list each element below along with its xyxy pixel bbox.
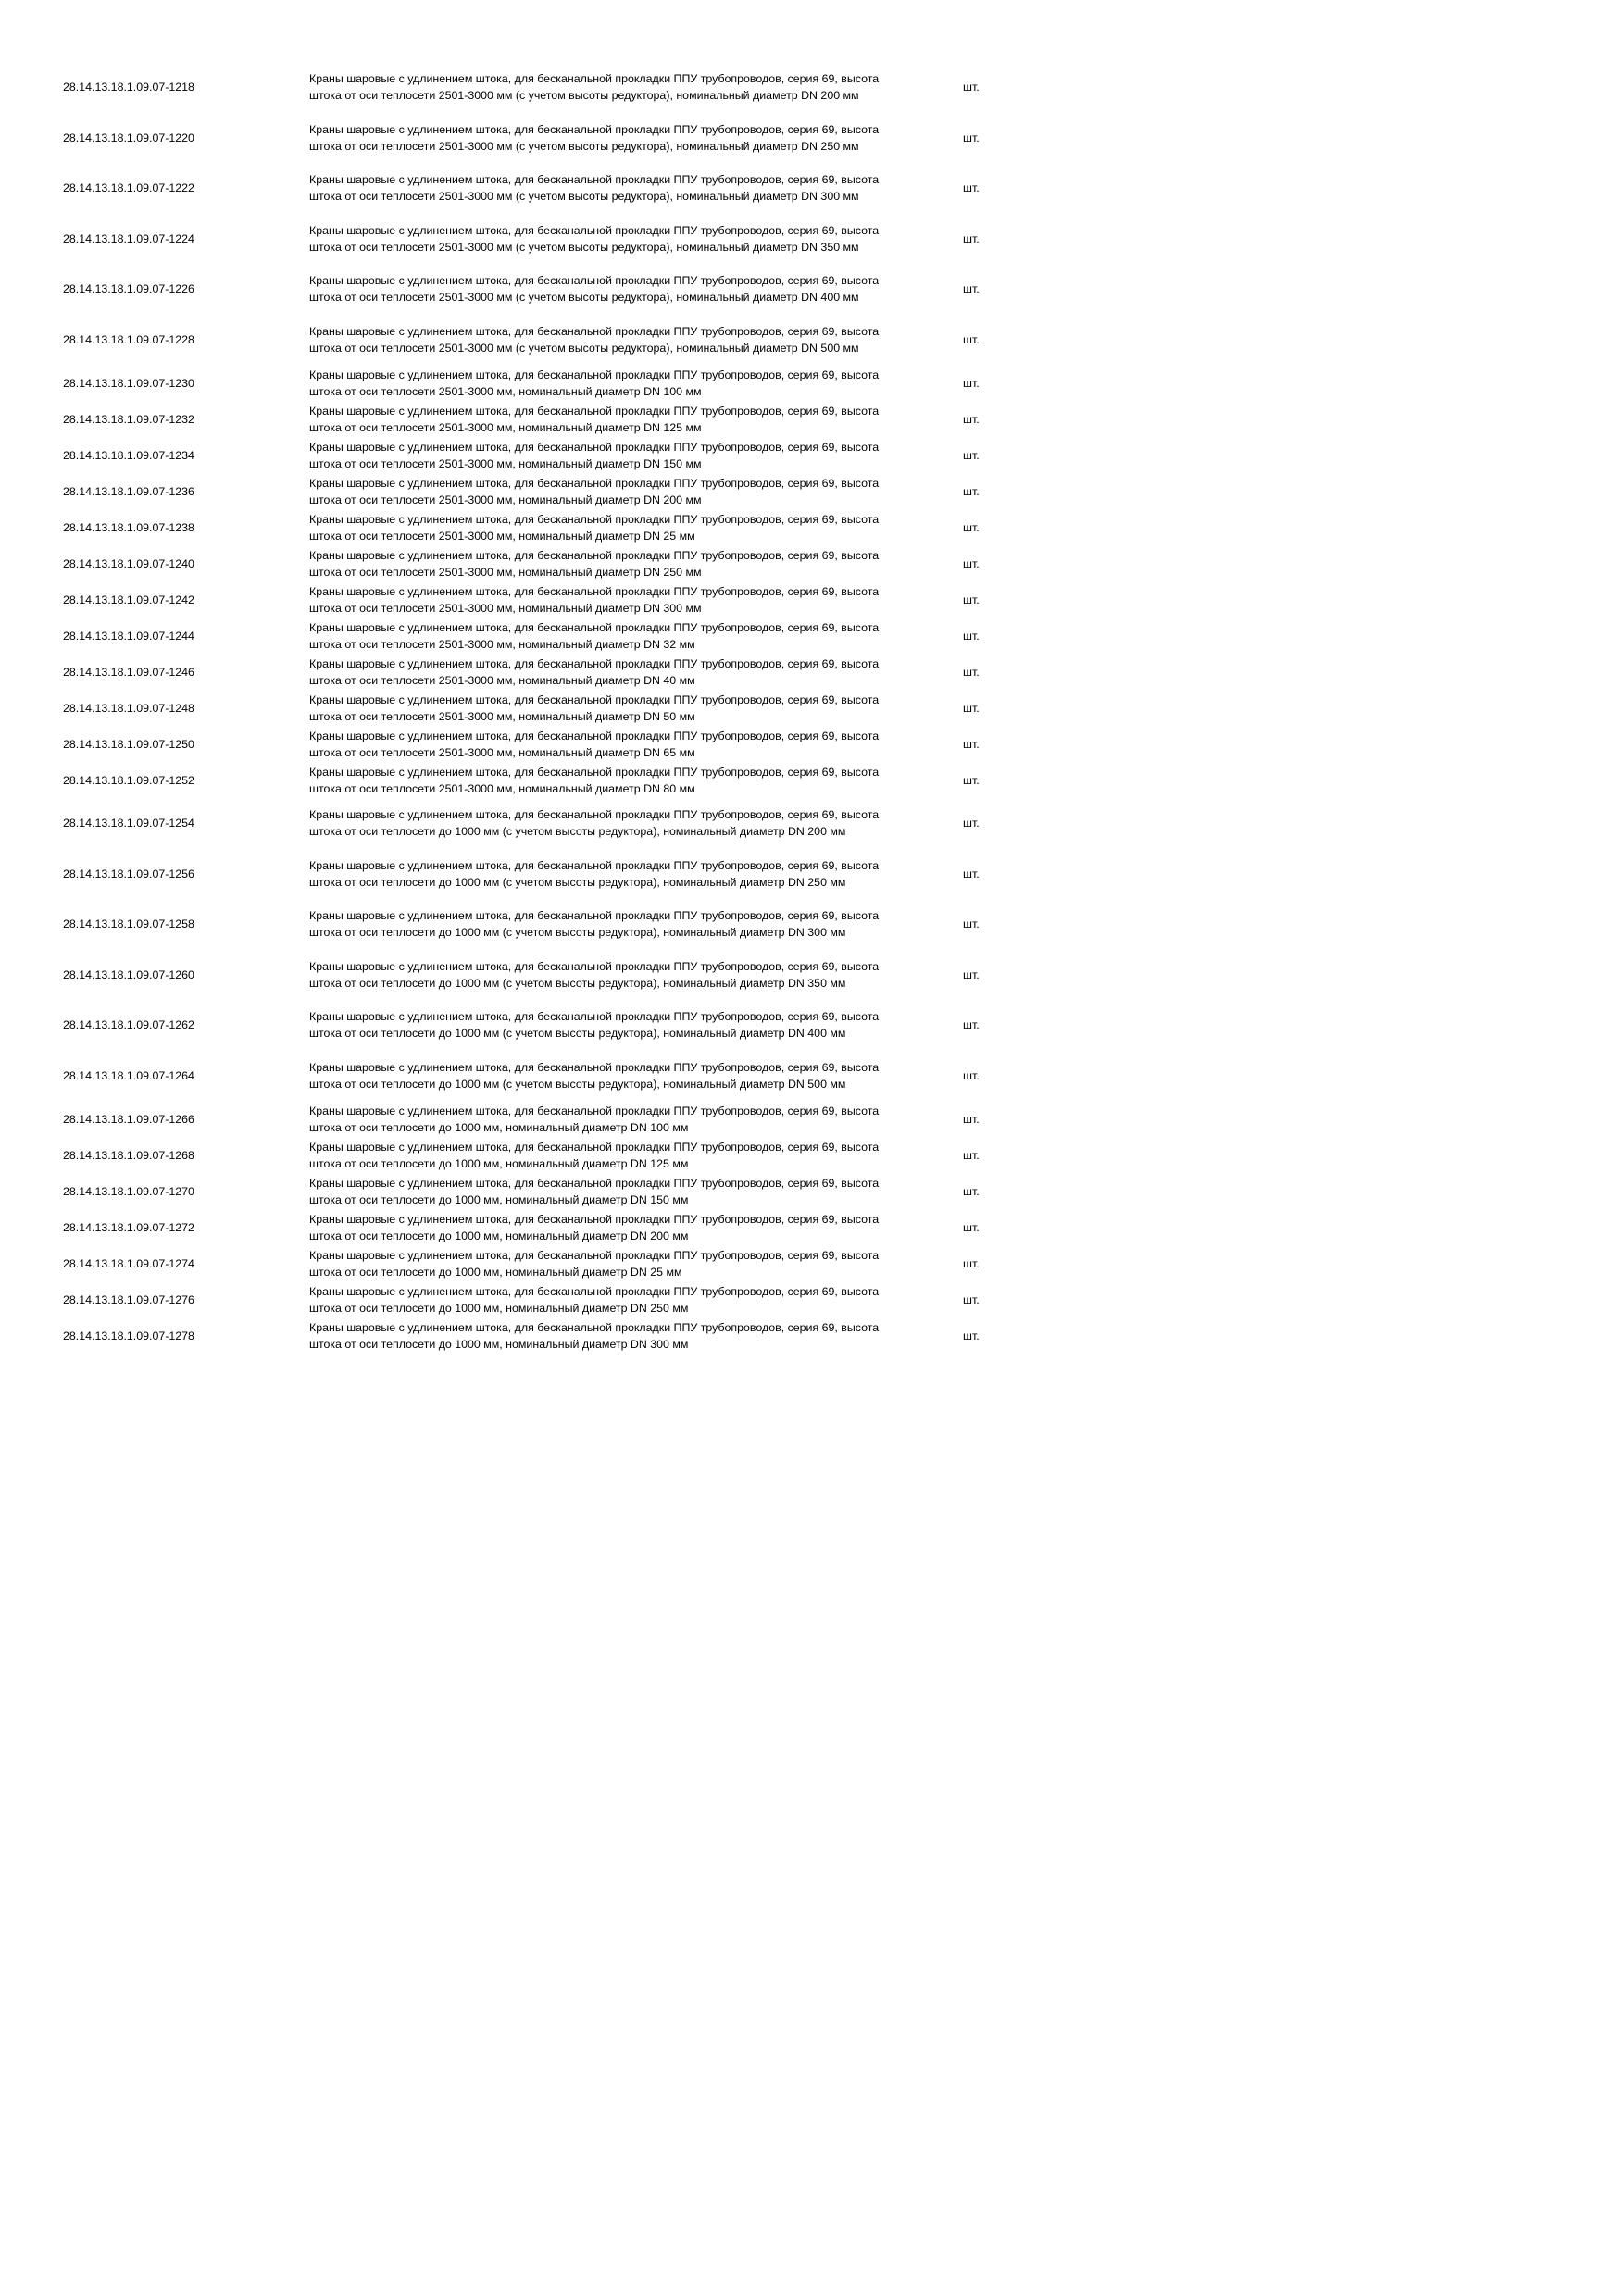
row-code: 28.14.13.18.1.09.07-1258 [63,917,194,931]
row-unit: шт. [963,1292,980,1306]
row-description: Краны шаровые с удлинением штока, для бесканальной прокладки ППУ трубопроводов, серия 69, высота штока от оси теплосети 2501-3000 мм, номинальный диаметр DN 25 мм [309,512,880,543]
row-description: Краны шаровые с удлинением штока, для бесканальной прокладки ППУ трубопроводов, серия 69, высота штока от оси теплосети 2501-3000 мм, номинальный диаметр DN 32 мм [309,620,880,651]
row-description: Краны шаровые с удлинением штока, для бесканальной прокладки ППУ трубопроводов, серия 69, высота штока от оси теплосети 2501-3000 мм, номинальный диаметр DN 40 мм [309,656,880,687]
row-code: 28.14.13.18.1.09.07-1222 [63,181,194,195]
row-description: Краны шаровые с удлинением штока, для бесканальной прокладки ППУ трубопроводов, серия 69, высота штока от оси теплосети до 1000 мм, номинальный диаметр DN 25 мм [309,1248,880,1279]
row-code: 28.14.13.18.1.09.07-1250 [63,737,194,751]
row-code: 28.14.13.18.1.09.07-1262 [63,1018,194,1032]
row-unit: шт. [963,332,980,346]
row-unit: шт. [963,1329,980,1342]
row-unit: шт. [963,629,980,643]
row-unit: шт. [963,1068,980,1082]
row-unit: шт. [963,867,980,880]
table-row [0,437,1019,473]
table-row [0,1101,1019,1137]
row-description: Краны шаровые с удлинением штока, для бесканальной прокладки ППУ трубопроводов, серия 69, высота штока от оси теплосети 2501-3000 мм (с учетом высоты редуктора), номинальный диаметр DN 400 мм [309,274,880,305]
row-unit: шт. [963,520,980,534]
table-row [0,899,1019,950]
row-code: 28.14.13.18.1.09.07-1236 [63,484,194,498]
table-row [0,401,1019,437]
table-row [0,726,1019,762]
row-description: Краны шаровые с удлинением штока, для бесканальной прокладки ППУ трубопроводов, серия 69, высота штока от оси теплосети 2501-3000 мм (с учетом высоты редуктора), номинальный диаметр DN 300 мм [309,173,880,204]
row-description: Краны шаровые с удлинением штока, для бесканальной прокладки ППУ трубопроводов, серия 69, высота штока от оси теплосети 2501-3000 мм, номинальный диаметр DN 250 мм [309,548,880,579]
table-row [0,264,1019,315]
table-row [0,1209,1019,1245]
row-description: Краны шаровые с удлинением штока, для бесканальной прокладки ППУ трубопроводов, серия 69, высота штока от оси теплосети до 1000 мм (с учетом высоты редуктора), номинальный диаметр DN 300 мм [309,909,880,940]
table-row [0,618,1019,654]
row-description: Краны шаровые с удлинением штока, для бесканальной прокладки ППУ трубопроводов, серия 69, высота штока от оси теплосети до 1000 мм (с учетом высоты редуктора), номинальный диаметр DN 350 мм [309,959,880,990]
row-description: Краны шаровые с удлинением штока, для бесканальной прокладки ППУ трубопроводов, серия 69, высота штока от оси теплосети до 1000 мм (с учетом высоты редуктора), номинальный диаметр DN 250 мм [309,858,880,889]
row-unit: шт. [963,1148,980,1162]
row-description: Краны шаровые с удлинением штока, для бесканальной прокладки ППУ трубопроводов, серия 69, высота штока от оси теплосети 2501-3000 мм (с учетом высоты редуктора), номинальный диаметр DN 250 мм [309,122,880,153]
row-unit: шт. [963,817,980,830]
row-unit: шт. [963,231,980,245]
row-description: Краны шаровые с удлинением штока, для бесканальной прокладки ППУ трубопроводов, серия 69, высота штока от оси теплосети до 1000 мм, номинальный диаметр DN 300 мм [309,1320,880,1351]
row-description: Краны шаровые с удлинением штока, для бесканальной прокладки ППУ трубопроводов, серия 69, высота штока от оси теплосети 2501-3000 мм, номинальный диаметр DN 80 мм [309,765,880,795]
row-unit: шт. [963,131,980,144]
row-unit: шт. [963,484,980,498]
table-row [0,545,1019,581]
row-unit: шт. [963,967,980,981]
table-row [0,762,1019,798]
table-row [0,1317,1019,1354]
row-code: 28.14.13.18.1.09.07-1242 [63,593,194,606]
table-row [0,690,1019,726]
row-description: Краны шаровые с удлинением штока, для бесканальной прокладки ППУ трубопроводов, серия 69, высота штока от оси теплосети до 1000 мм, номинальный диаметр DN 100 мм [309,1104,880,1134]
row-unit: шт. [963,701,980,715]
row-code: 28.14.13.18.1.09.07-1220 [63,131,194,144]
row-unit: шт. [963,917,980,931]
row-unit: шт. [963,1256,980,1270]
row-code: 28.14.13.18.1.09.07-1226 [63,282,194,296]
row-unit: шт. [963,737,980,751]
row-code: 28.14.13.18.1.09.07-1268 [63,1148,194,1162]
table-row [0,1245,1019,1281]
row-unit: шт. [963,1220,980,1234]
row-description: Краны шаровые с удлинением штока, для бесканальной прокладки ППУ трубопроводов, серия 69, высота штока от оси теплосети до 1000 мм, номинальный диаметр DN 125 мм [309,1140,880,1170]
table-row [0,1281,1019,1317]
row-code: 28.14.13.18.1.09.07-1218 [63,81,194,94]
row-code: 28.14.13.18.1.09.07-1256 [63,867,194,880]
table-row [0,214,1019,265]
table-row [0,113,1019,164]
row-code: 28.14.13.18.1.09.07-1278 [63,1329,194,1342]
table-row [0,1173,1019,1209]
row-description: Краны шаровые с удлинением штока, для бесканальной прокладки ППУ трубопроводов, серия 69, высота штока от оси теплосети до 1000 мм, номинальный диаметр DN 150 мм [309,1176,880,1206]
table-row [0,1000,1019,1051]
table-row [0,849,1019,900]
row-code: 28.14.13.18.1.09.07-1234 [63,448,194,462]
row-code: 28.14.13.18.1.09.07-1274 [63,1256,194,1270]
price-list-table [0,62,1019,1354]
row-unit: шт. [963,282,980,296]
row-description: Краны шаровые с удлинением штока, для бесканальной прокладки ППУ трубопроводов, серия 69, высота штока от оси теплосети 2501-3000 мм, номинальный диаметр DN 200 мм [309,476,880,506]
table-row [0,509,1019,545]
table-row [0,798,1019,849]
table-row [0,365,1019,401]
document-page [0,0,1019,1440]
table-row [0,950,1019,1001]
table-row [0,581,1019,618]
row-unit: шт. [963,412,980,426]
row-code: 28.14.13.18.1.09.07-1228 [63,332,194,346]
row-code: 28.14.13.18.1.09.07-1276 [63,1292,194,1306]
row-unit: шт. [963,1018,980,1032]
row-description: Краны шаровые с удлинением штока, для бесканальной прокладки ППУ трубопроводов, серия 69, высота штока от оси теплосети до 1000 мм, номинальный диаметр DN 250 мм [309,1284,880,1315]
row-unit: шт. [963,556,980,570]
table-row [0,473,1019,509]
table-row [0,654,1019,690]
row-description: Краны шаровые с удлинением штока, для бесканальной прокладки ППУ трубопроводов, серия 69, высота штока от оси теплосети 2501-3000 мм, номинальный диаметр DN 100 мм [309,368,880,398]
table-row [0,315,1019,366]
row-code: 28.14.13.18.1.09.07-1232 [63,412,194,426]
row-description: Краны шаровые с удлинением штока, для бесканальной прокладки ППУ трубопроводов, серия 69, высота штока от оси теплосети 2501-3000 мм, номинальный диаметр DN 65 мм [309,729,880,759]
row-description: Краны шаровые с удлинением штока, для бесканальной прокладки ППУ трубопроводов, серия 69, высота штока от оси теплосети 2501-3000 мм, номинальный диаметр DN 125 мм [309,404,880,434]
row-description: Краны шаровые с удлинением штока, для бесканальной прокладки ППУ трубопроводов, серия 69, высота штока от оси теплосети 2501-3000 мм (с учетом высоты редуктора), номинальный диаметр DN 200 мм [309,72,880,103]
row-description: Краны шаровые с удлинением штока, для бесканальной прокладки ППУ трубопроводов, серия 69, высота штока от оси теплосети до 1000 мм (с учетом высоты редуктора), номинальный диаметр DN 400 мм [309,1010,880,1041]
row-description: Краны шаровые с удлинением штока, для бесканальной прокладки ППУ трубопроводов, серия 69, высота штока от оси теплосети до 1000 мм (с учетом высоты редуктора), номинальный диаметр DN 200 мм [309,808,880,839]
table-row [0,1137,1019,1173]
row-unit: шт. [963,448,980,462]
table-row [0,163,1019,214]
table-row [0,1051,1019,1102]
row-description: Краны шаровые с удлинением штока, для бесканальной прокладки ППУ трубопроводов, серия 69, высота штока от оси теплосети 2501-3000 мм (с учетом высоты редуктора), номинальный диаметр DN 350 мм [309,223,880,254]
row-unit: шт. [963,1184,980,1198]
row-unit: шт. [963,81,980,94]
row-code: 28.14.13.18.1.09.07-1246 [63,665,194,679]
row-code: 28.14.13.18.1.09.07-1272 [63,1220,194,1234]
row-description: Краны шаровые с удлинением штока, для бесканальной прокладки ППУ трубопроводов, серия 69, высота штока от оси теплосети 2501-3000 мм, номинальный диаметр DN 150 мм [309,440,880,470]
row-code: 28.14.13.18.1.09.07-1238 [63,520,194,534]
row-code: 28.14.13.18.1.09.07-1254 [63,817,194,830]
row-description: Краны шаровые с удлинением штока, для бесканальной прокладки ППУ трубопроводов, серия 69, высота штока от оси теплосети 2501-3000 мм, номинальный диаметр DN 300 мм [309,584,880,615]
row-code: 28.14.13.18.1.09.07-1244 [63,629,194,643]
row-unit: шт. [963,593,980,606]
row-code: 28.14.13.18.1.09.07-1230 [63,376,194,390]
row-unit: шт. [963,1112,980,1126]
row-code: 28.14.13.18.1.09.07-1224 [63,231,194,245]
row-description: Краны шаровые с удлинением штока, для бесканальной прокладки ППУ трубопроводов, серия 69, высота штока от оси теплосети до 1000 мм, номинальный диаметр DN 200 мм [309,1212,880,1242]
row-code: 28.14.13.18.1.09.07-1270 [63,1184,194,1198]
row-unit: шт. [963,181,980,195]
row-description: Краны шаровые с удлинением штока, для бесканальной прокладки ППУ трубопроводов, серия 69, высота штока от оси теплосети 2501-3000 мм, номинальный диаметр DN 50 мм [309,693,880,723]
row-unit: шт. [963,376,980,390]
row-description: Краны шаровые с удлинением штока, для бесканальной прокладки ППУ трубопроводов, серия 69, высота штока от оси теплосети 2501-3000 мм (с учетом высоты редуктора), номинальный диаметр DN 500 мм [309,324,880,355]
row-code: 28.14.13.18.1.09.07-1264 [63,1068,194,1082]
row-code: 28.14.13.18.1.09.07-1252 [63,773,194,787]
row-unit: шт. [963,773,980,787]
row-code: 28.14.13.18.1.09.07-1240 [63,556,194,570]
row-unit: шт. [963,665,980,679]
table-row [0,62,1019,113]
row-description: Краны шаровые с удлинением штока, для бесканальной прокладки ППУ трубопроводов, серия 69, высота штока от оси теплосети до 1000 мм (с учетом высоты редуктора), номинальный диаметр DN 500 мм [309,1060,880,1091]
row-code: 28.14.13.18.1.09.07-1248 [63,701,194,715]
row-code: 28.14.13.18.1.09.07-1266 [63,1112,194,1126]
row-code: 28.14.13.18.1.09.07-1260 [63,967,194,981]
